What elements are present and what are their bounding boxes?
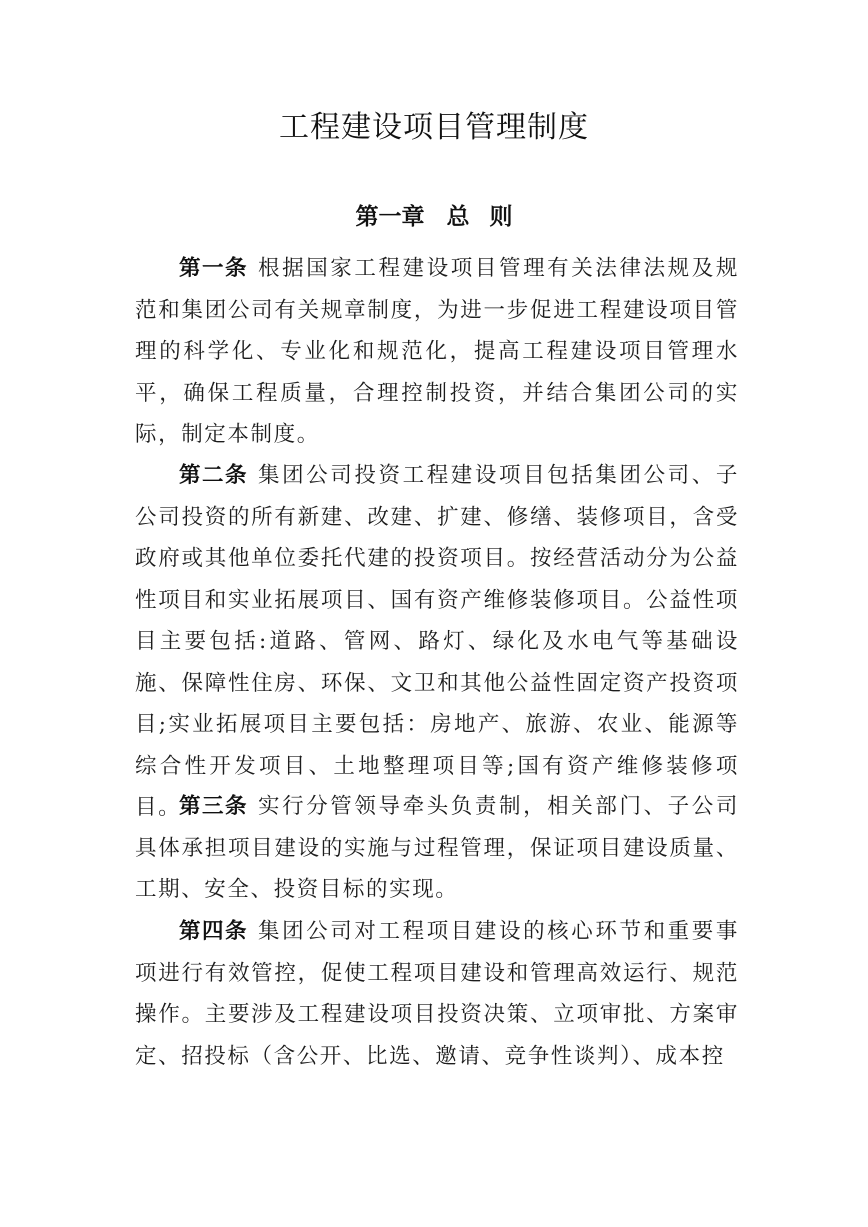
article-4-label: 第四条 xyxy=(179,919,248,944)
article-1-label: 第一条 xyxy=(179,256,248,281)
chapter-heading xyxy=(0,197,868,237)
article-1 xyxy=(135,248,739,456)
article-3 xyxy=(135,786,739,911)
article-4 xyxy=(135,911,739,1077)
chapter-number: 第一章 xyxy=(355,204,425,230)
article-2-label: 第二条 xyxy=(179,463,248,488)
article-1-text: 根据国家工程建设项目管理有关法律法规及规范和集团公司有关规章制度，为进一步促进工程建设项目管理的科学化、专业化和规范化，提高工程建设项目管理水平，确保工程质量，合理控制投资，并结合集团公司的实际，制定本制度。 xyxy=(135,256,739,447)
chapter-name-part2: 则 xyxy=(489,204,513,230)
article-3-text: 实行分管领导牵头负责制，相关部门、子公司具体承担项目建设的实施与过程管理，保证项目建设质量、工期、安全、投资目标的实现。 xyxy=(135,794,739,902)
article-2-text: 集团公司投资工程建设项目包括集团公司、子公司投资的所有新建、改建、扩建、修缮、装修项目，含受政府或其他单位委托代建的投资项目。按经营活动分为公益性项目和实业拓展项目、国有资产维修装修项目。公益性项目主要包括:道路、管网、路灯、绿化及水电气等基础设施、保障性住房、环保、文卫和其他公益性固定资产投资项目;实业拓展项目主要包括：房地产、旅游、农业、能源等综合性开发项目、土地整理项目等;国有资产维修装修项目。 xyxy=(135,463,739,820)
article-2 xyxy=(135,455,739,829)
article-4-text: 集团公司对工程项目建设的核心环节和重要事项进行有效管控，促使工程项目建设和管理高效运行、规范操作。主要涉及工程建设项目投资决策、立项审批、方案审定、招投标（含公开、比选、邀请、竞争性谈判）、成本控 xyxy=(135,919,739,1069)
document-title: 工程建设项目管理制度 xyxy=(279,110,589,145)
article-3-label: 第三条 xyxy=(179,794,248,819)
chapter-name-part1: 总 xyxy=(446,204,470,230)
